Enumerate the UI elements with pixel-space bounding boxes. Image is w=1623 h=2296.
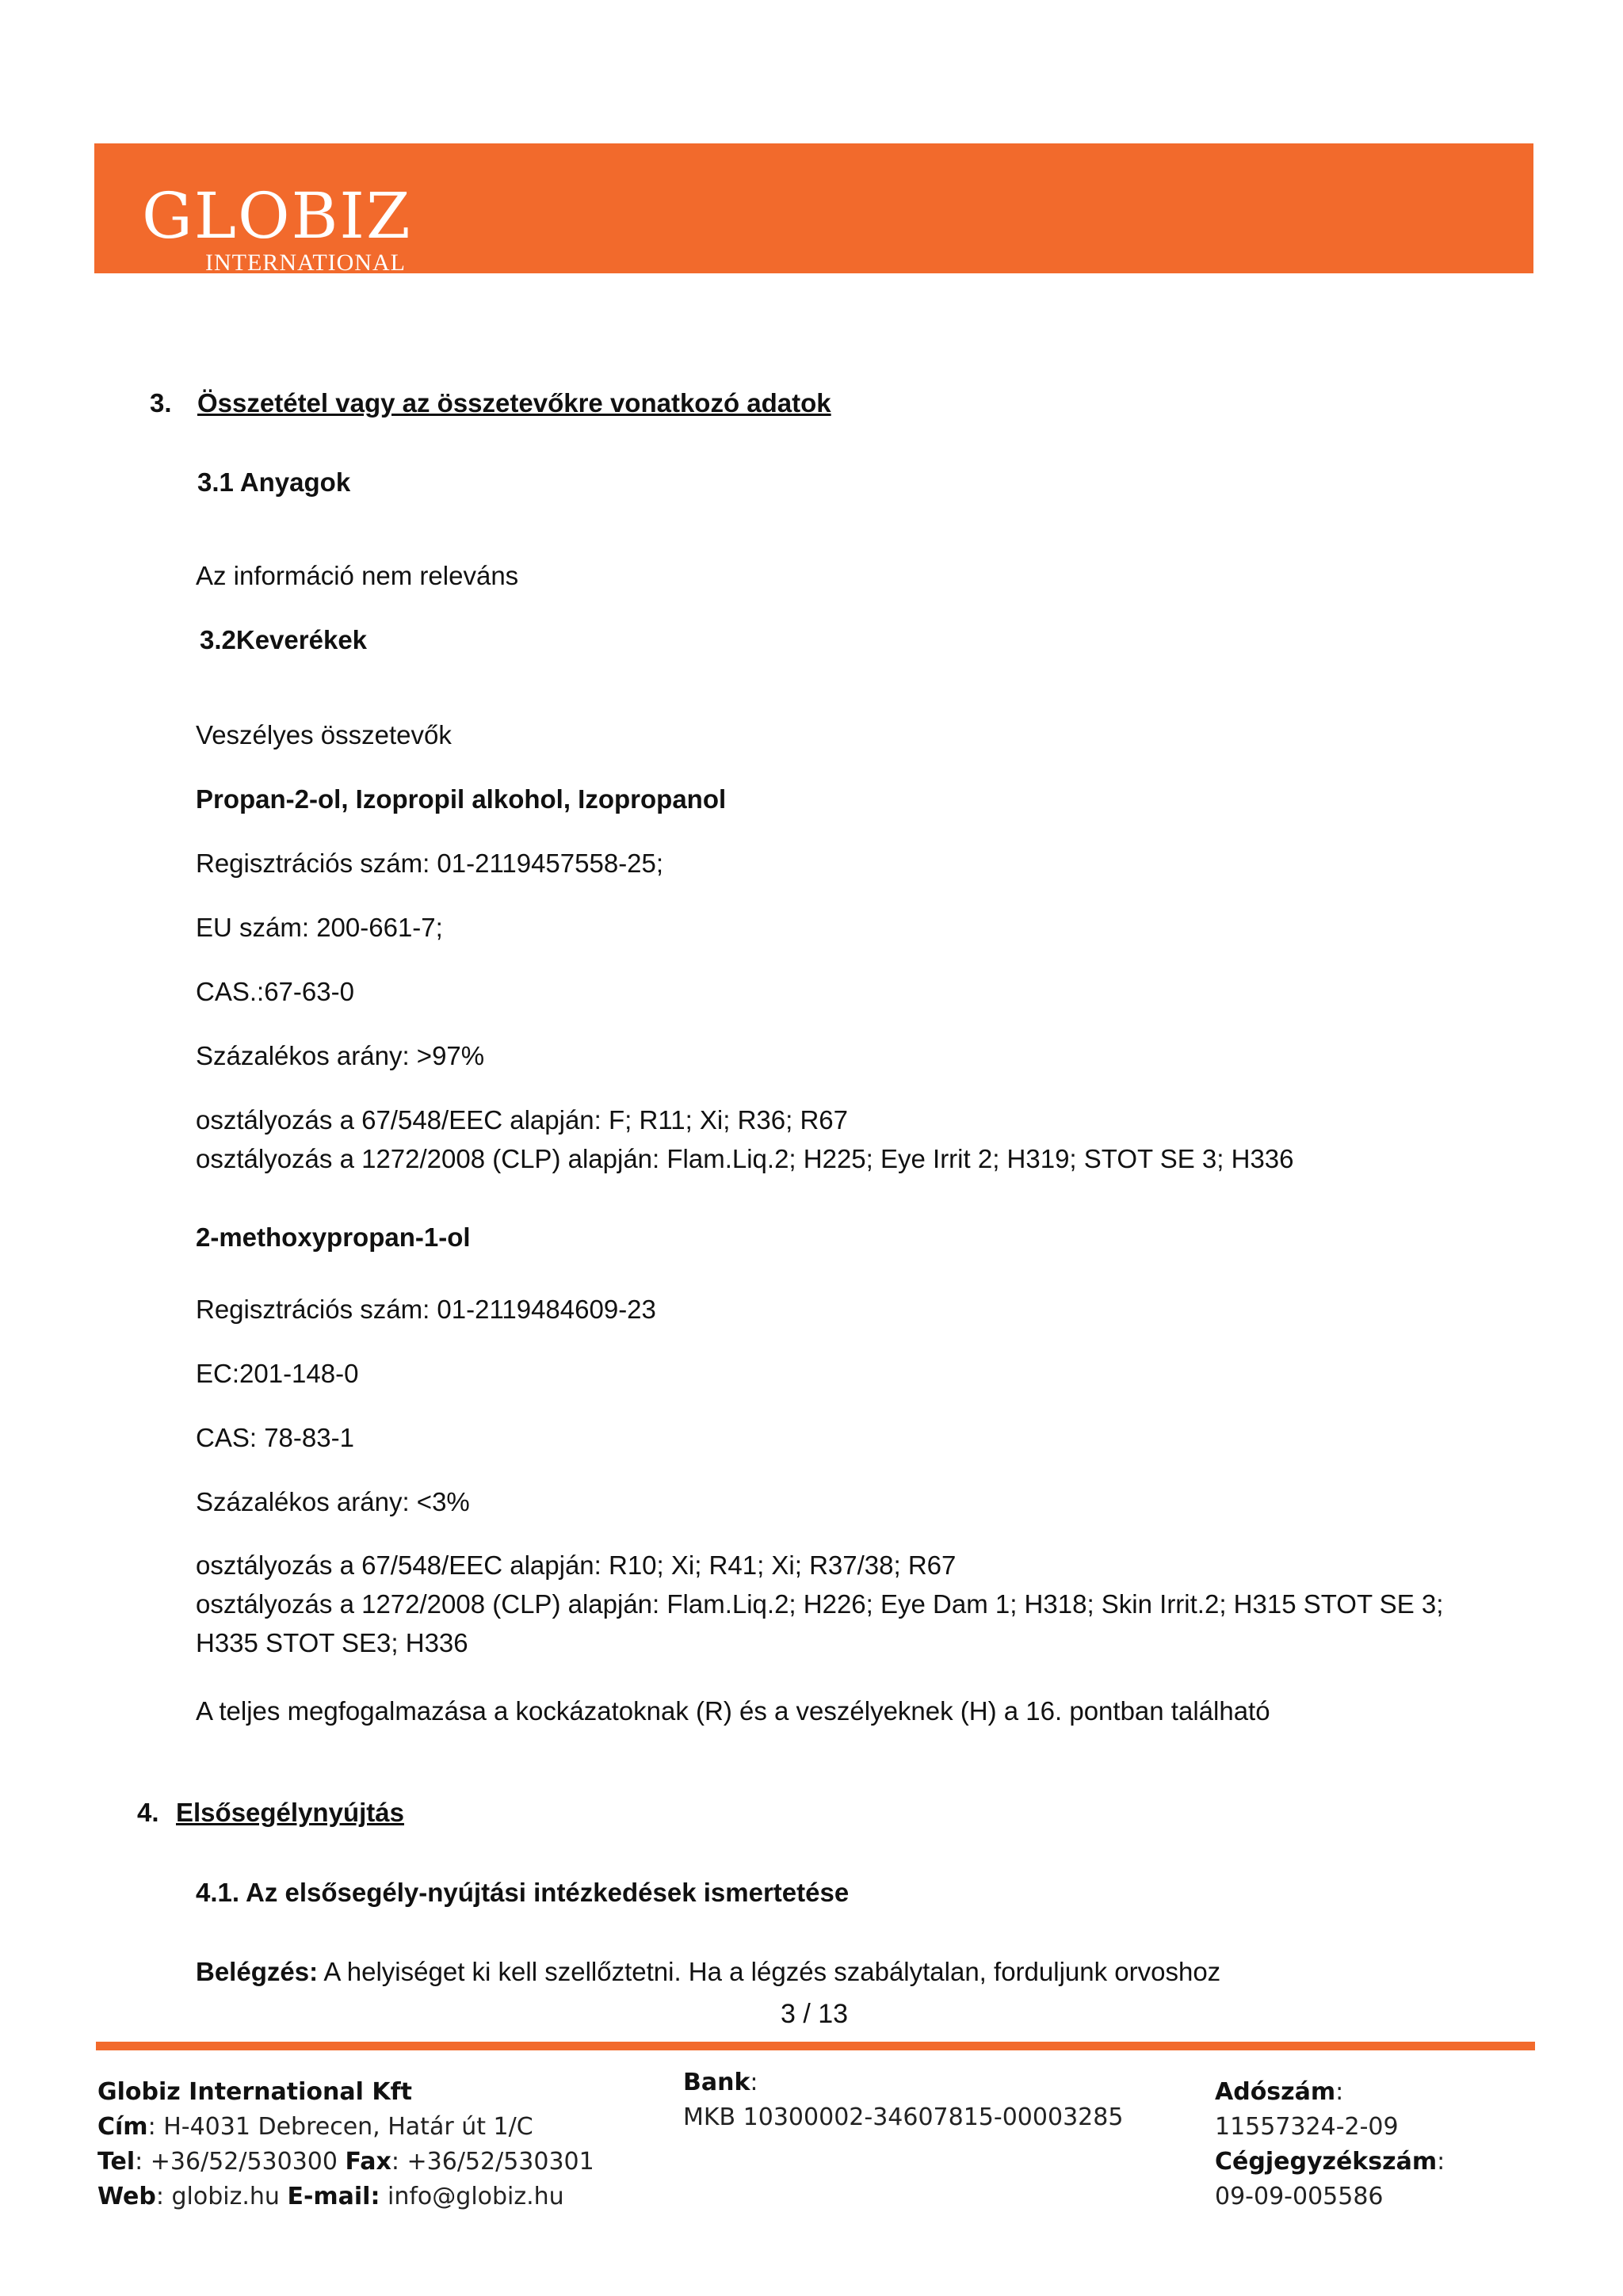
page-number: 3 / 13 xyxy=(781,1999,849,2029)
footer-tel-label: Tel xyxy=(97,2148,136,2176)
substance1-percent: Százalékos arány: >97% xyxy=(196,1041,485,1070)
footer-address-label: Cím xyxy=(97,2113,148,2141)
inhalation-paragraph xyxy=(196,1958,1220,1985)
footer-web xyxy=(97,2185,564,2209)
footer-bank-colon: : xyxy=(750,2069,758,2096)
footer-reg-colon: : xyxy=(1437,2148,1445,2176)
hazard-note: A teljes megfogalmazása a kockázatoknak (R) és a veszélyeknek (H) a 16. pontban található xyxy=(196,1696,1270,1726)
substance1-eu: EU szám: 200-661-7; xyxy=(196,913,443,942)
inhalation-text: A helyiséget ki kell szellőztetni. Ha a légzés szabálytalan, forduljunk orvoshoz xyxy=(318,1957,1221,1986)
inhalation-label: Belégzés: xyxy=(196,1957,319,1986)
company-logo-subtext: INTERNATIONAL xyxy=(205,251,406,273)
footer-reg-label: Cégjegyzékszám xyxy=(1215,2148,1438,2176)
substance1-class1: osztályozás a 67/548/EEC alapján: F; R11; Xi; R36; R67 xyxy=(196,1105,849,1135)
footer-company-name: Globiz International Kft xyxy=(97,2078,412,2106)
section4-title: Elsősegélynyújtás xyxy=(176,1798,404,1827)
subsection-4-1-title: 4.1. Az elsősegély-nyújtási intézkedések ismertetése xyxy=(196,1878,850,1907)
footer-tel-value: : +36/52/530300 xyxy=(135,2148,346,2176)
footer-tax-colon: : xyxy=(1335,2078,1344,2106)
hazard-heading: Veszélyes összetevők xyxy=(196,720,452,749)
footer-bank-label: Bank xyxy=(683,2069,750,2096)
subsection-3-2-title: 3.2Keverékek xyxy=(200,625,368,654)
footer-tax-label: Adószám xyxy=(1215,2078,1336,2106)
footer-company xyxy=(97,2078,412,2106)
footer-tax xyxy=(1215,2078,1344,2106)
footer-bank xyxy=(683,2071,758,2095)
substance2-ec: EC:201-148-0 xyxy=(196,1359,359,1388)
header-banner xyxy=(94,143,1533,273)
substance1-name: Propan-2-ol, Izopropil alkohol, Izopropanol xyxy=(196,784,727,814)
subsection-3-1-text: Az információ nem releváns xyxy=(196,561,519,590)
footer-fax-label: Fax xyxy=(345,2148,391,2176)
substance1-reg: Regisztrációs szám: 01-2119457558-25; xyxy=(196,849,664,878)
section3-number: 3. xyxy=(150,388,172,418)
substance2-cas: CAS: 78-83-1 xyxy=(196,1423,354,1452)
footer-email-value: info@globiz.hu xyxy=(380,2183,564,2210)
footer-tax-number: 11557324-2-09 xyxy=(1215,2113,1399,2141)
section4-number: 4. xyxy=(137,1798,159,1827)
subsection-3-1-title: 3.1 Anyagok xyxy=(197,467,351,497)
substance2-class2-line1: osztályozás a 1272/2008 (CLP) alapján: Flam.Liq.2; H226; Eye Dam 1; H318; Skin Irrit.2; H315 STOT SE 3; xyxy=(196,1589,1444,1619)
footer-email-label: E-mail: xyxy=(287,2183,380,2210)
section3-title: Összetétel vagy az összetevőkre vonatkozó adatok xyxy=(197,388,831,418)
footer-address xyxy=(97,2115,533,2139)
substance2-class2-line2: H335 STOT SE3; H336 xyxy=(196,1628,468,1657)
footer-divider xyxy=(96,2042,1535,2050)
footer-reg xyxy=(1215,2150,1445,2174)
footer-fax-value: : +36/52/530301 xyxy=(391,2148,594,2176)
substance2-percent: Százalékos arány: <3% xyxy=(196,1487,470,1516)
footer-reg-number: 09-09-005586 xyxy=(1215,2183,1384,2210)
footer-web-value: : globiz.hu xyxy=(155,2183,288,2210)
footer-bank-account: MKB 10300002-34607815-00003285 xyxy=(683,2103,1124,2131)
substance1-class2: osztályozás a 1272/2008 (CLP) alapján: Flam.Liq.2; H225; Eye Irrit 2; H319; STOT SE 3; H336 xyxy=(196,1144,1294,1173)
footer-phone xyxy=(97,2150,594,2174)
footer-web-label: Web xyxy=(97,2183,156,2210)
substance2-reg: Regisztrációs szám: 01-2119484609-23 xyxy=(196,1295,656,1324)
company-logo: GLOBIZ xyxy=(142,179,412,253)
footer-address-value: : H-4031 Debrecen, Határ út 1/C xyxy=(147,2113,533,2141)
substance1-cas: CAS.:67-63-0 xyxy=(196,977,354,1006)
substance2-class1: osztályozás a 67/548/EEC alapján: R10; Xi; R41; Xi; R37/38; R67 xyxy=(196,1550,957,1580)
substance2-name: 2-methoxypropan-1-ol xyxy=(196,1222,471,1252)
